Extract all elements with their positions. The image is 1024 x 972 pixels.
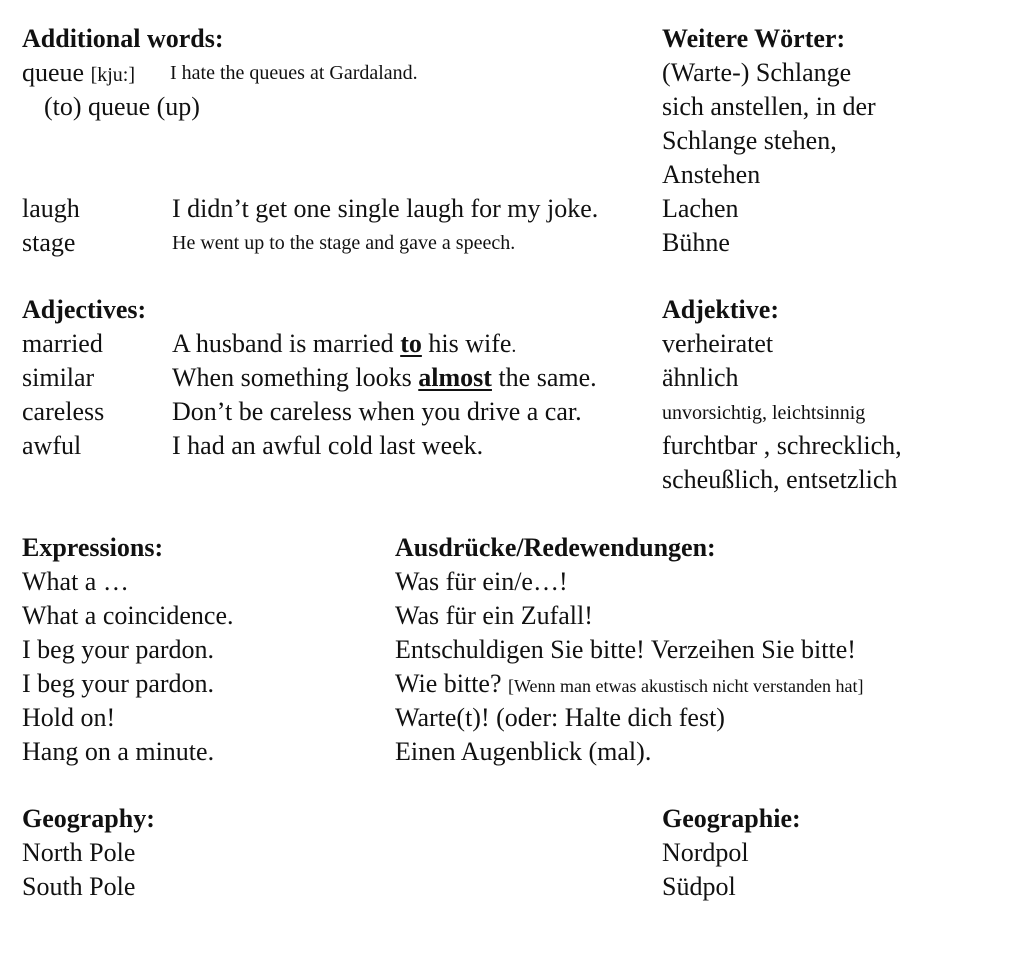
example-similar — [172, 361, 597, 395]
expression-en-4: I beg your pardon. — [22, 669, 215, 698]
expression-de-4 — [395, 667, 863, 703]
example-laugh: I didn’t get one single laugh for my joke. — [172, 194, 599, 223]
geography-de-1: Nordpol — [662, 838, 749, 867]
example-married-period: . — [511, 335, 517, 357]
example-awful: I had an awful cold last week. — [172, 431, 484, 460]
translation-queue: (Warte-) Schlange — [662, 58, 852, 87]
example-similar-text: When something looks — [172, 363, 419, 392]
geography-de-2: Südpol — [662, 872, 736, 901]
word-married: married — [22, 329, 103, 358]
expression-en-1: What a … — [22, 567, 129, 596]
example-married-text-after: his wife — [421, 329, 512, 358]
example-married-emphasis: to — [400, 329, 422, 358]
example-stage: He went up to the stage and gave a speech. — [172, 232, 516, 254]
word-queue: queue — [22, 58, 85, 87]
expression-de-6: Einen Augenblick (mal). — [395, 737, 652, 766]
weitere-woerter-heading: Weitere Wörter: — [662, 24, 846, 53]
expression-en-3: I beg your pardon. — [22, 635, 215, 664]
expression-de-4-text: Wie bitte? — [395, 669, 509, 698]
example-married — [172, 327, 516, 363]
word-stage: stage — [22, 228, 76, 257]
example-queue: I hate the queues at Gardaland. — [170, 62, 418, 84]
expression-de-3: Entschuldigen Sie bitte! Verzeihen Sie bitte! — [395, 635, 856, 664]
translation-similar: ähnlich — [662, 363, 739, 392]
geographie-heading: Geographie: — [662, 804, 801, 833]
example-married-text: A husband is married — [172, 329, 401, 358]
geography-en-2: South Pole — [22, 872, 136, 901]
expression-en-6: Hang on a minute. — [22, 737, 215, 766]
translation-to-queue-line-1: sich anstellen, in der — [662, 92, 876, 121]
example-careless: Don’t be careless when you drive a car. — [172, 397, 582, 426]
expression-en-5: Hold on! — [22, 703, 116, 732]
vocab-row-queue — [22, 56, 135, 92]
phonetic-queue: [kju:] — [90, 64, 136, 86]
translation-stage: Bühne — [662, 228, 730, 257]
additional-words-heading: Additional words: — [22, 24, 224, 53]
expressions-heading: Expressions: — [22, 533, 164, 562]
geography-en-1: North Pole — [22, 838, 136, 867]
translation-awful-line-1: furchtbar , schrecklich, — [662, 431, 902, 460]
word-to-queue: (to) queue (up) — [44, 92, 200, 121]
translation-awful-line-2: scheußlich, entsetzlich — [662, 465, 898, 494]
word-laugh: laugh — [22, 194, 80, 223]
translation-to-queue-line-3: Anstehen — [662, 160, 761, 189]
translation-careless: unvorsichtig, leichtsinnig — [662, 402, 866, 424]
expression-de-1: Was für ein/e…! — [395, 567, 568, 596]
geography-heading: Geography: — [22, 804, 155, 833]
example-similar-text-after: the same. — [491, 363, 597, 392]
expression-en-2: What a coincidence. — [22, 601, 234, 630]
translation-married: verheiratet — [662, 329, 774, 358]
ausdruecke-heading: Ausdrücke/Redewendungen: — [395, 533, 716, 562]
word-careless: careless — [22, 397, 105, 426]
expression-de-5: Warte(t)! (oder: Halte dich fest) — [395, 703, 725, 732]
word-awful: awful — [22, 431, 82, 460]
translation-laugh: Lachen — [662, 194, 739, 223]
expression-de-4-note: [Wenn man etwas akustisch nicht verstanden hat] — [508, 676, 864, 696]
adjektive-heading: Adjektive: — [662, 295, 779, 324]
translation-to-queue-line-2: Schlange stehen, — [662, 126, 837, 155]
word-similar: similar — [22, 363, 95, 392]
expression-de-2: Was für ein Zufall! — [395, 601, 593, 630]
example-similar-emphasis: almost — [418, 363, 492, 392]
adjectives-heading: Adjectives: — [22, 295, 147, 324]
